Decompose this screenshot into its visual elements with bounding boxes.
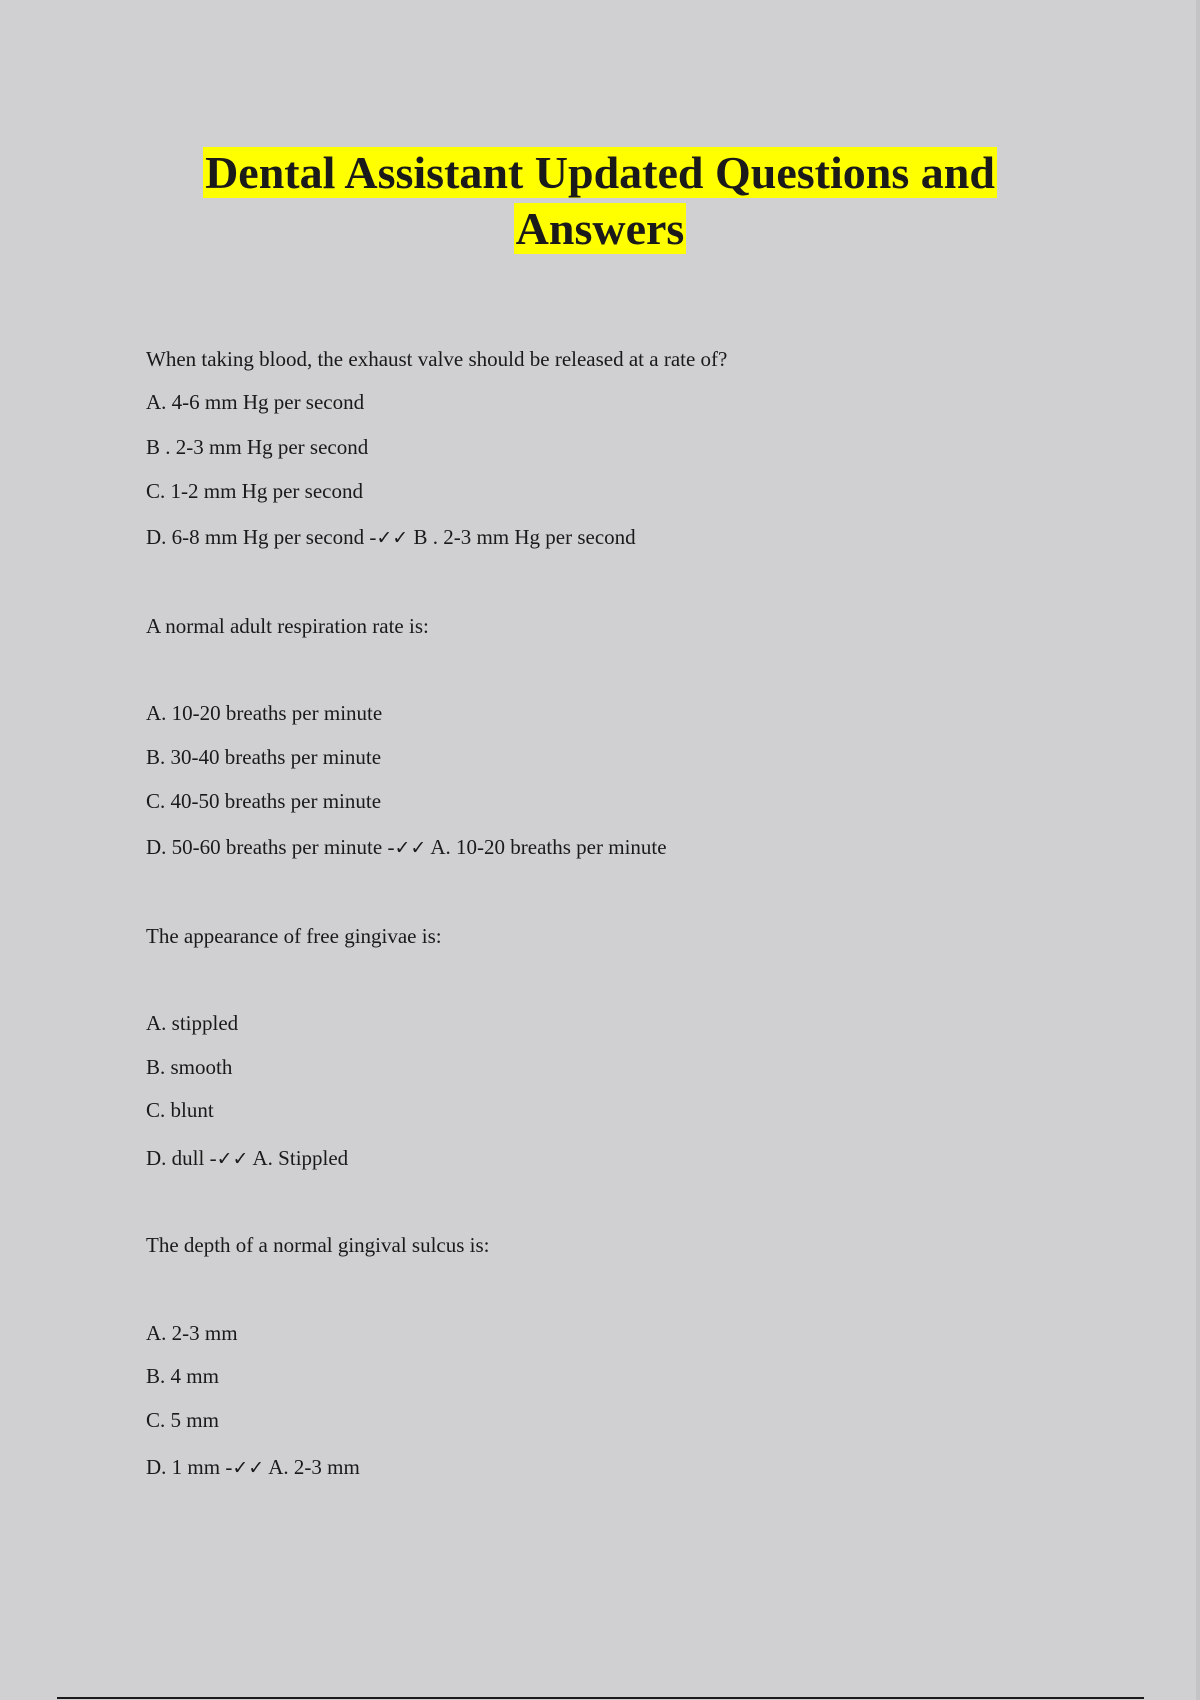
question-3-answer: A. Stippled (248, 1146, 349, 1170)
question-3-option-d (146, 1145, 348, 1172)
question-1-option-a: A. 4-6 mm Hg per second (146, 390, 365, 414)
question-2-option-d-label: D. 50-60 breaths per minute - (146, 835, 395, 859)
question-1-option-c: C. 1-2 mm Hg per second (146, 479, 363, 503)
question-4-option-d-label: D. 1 mm - (146, 1455, 233, 1479)
question-4-option-c: C. 5 mm (146, 1408, 219, 1432)
check-mark-icon: ✓✓ (232, 1457, 265, 1479)
footer-rule (57, 1697, 1144, 1699)
question-4-option-b: B. 4 mm (146, 1364, 219, 1388)
question-1-option-d (146, 524, 636, 551)
question-2-option-b: B. 30-40 breaths per minute (146, 745, 382, 769)
question-2-option-c: C. 40-50 breaths per minute (146, 789, 382, 813)
question-1-option-b: B . 2-3 mm Hg per second (146, 435, 369, 459)
question-2-option-d (146, 834, 667, 861)
question-1-answer: B . 2-3 mm Hg per second (408, 525, 636, 549)
check-mark-icon: ✓✓ (216, 1148, 249, 1170)
document-title (0, 145, 1200, 257)
question-2-option-a: A. 10-20 breaths per minute (146, 701, 383, 725)
question-3-text: The appearance of free gingivae is: (146, 924, 442, 948)
question-4-option-d (146, 1454, 360, 1481)
question-3-option-b: B. smooth (146, 1055, 233, 1079)
question-2-answer: A. 10-20 breaths per minute (426, 835, 667, 859)
question-1-option-d-label: D. 6-8 mm Hg per second - (146, 525, 377, 549)
check-mark-icon: ✓✓ (376, 527, 409, 549)
question-1-text: When taking blood, the exhaust valve should be released at a rate of? (146, 347, 728, 371)
question-4-text: The depth of a normal gingival sulcus is: (146, 1233, 490, 1257)
title-line-2: Answers (515, 203, 685, 254)
question-3-option-a: A. stippled (146, 1011, 239, 1035)
question-3-option-c: C. blunt (146, 1098, 214, 1122)
question-4-answer: A. 2-3 mm (264, 1455, 360, 1479)
title-line-1: Dental Assistant Updated Questions and (205, 147, 995, 198)
question-3-option-d-label: D. dull - (146, 1146, 217, 1170)
question-2-text: A normal adult respiration rate is: (146, 614, 429, 638)
check-mark-icon: ✓✓ (394, 837, 427, 859)
question-4-option-a: A. 2-3 mm (146, 1321, 238, 1345)
